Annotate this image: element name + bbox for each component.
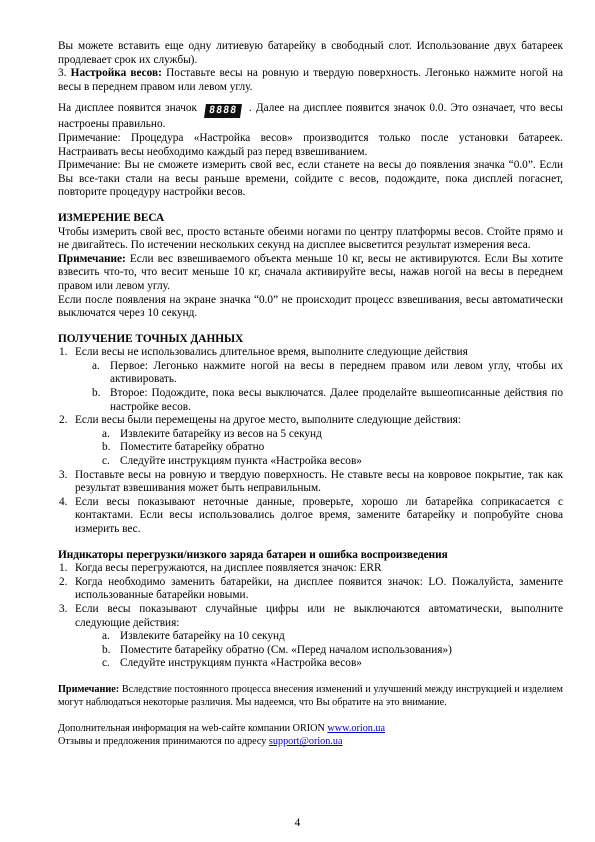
footer-note-paragraph (58, 683, 563, 710)
footer-note-text: Вследствие постоянного процесса внесения изменений и улучшений между инструкцией и изделием могут наблюдаться некоторые различия. Мы надеемся, что Вы обратите на это внимание. (58, 683, 563, 709)
list-item-number: 3. (59, 468, 68, 481)
accurate-heading: ПОЛУЧЕНИЕ ТОЧНЫХ ДАННЫХ (58, 332, 244, 345)
sub-item-text: Извлеките батарейку на 10 секунд (120, 630, 285, 643)
list-item-number: 3. (59, 602, 68, 615)
list-item-number: 1. (59, 562, 68, 575)
list-item-number: 2. (59, 414, 68, 427)
list-item-text: Когда необходимо заменить батарейки, на дисплее появится значок: LO. Пожалуйста, замените использованные батарейки новыми. (75, 575, 563, 602)
list-item (58, 346, 563, 414)
display-text-after: . Далее на дисплее появится значок 0.0. Это означает, что весы настроены правильно. (58, 102, 563, 131)
measure-paragraph: Чтобы измерить свой вес, просто встаньте обеими ногами по центру платформы весов. Стойте прямо и не двигайтесь. По истечении нескольких секунд на дисплее высветится результат измерения веса. (58, 225, 563, 252)
display-paragraph (58, 102, 563, 132)
sub-list (75, 360, 563, 414)
measure-auto-off-paragraph: Если после появления на экране значка “0.0” не происходит процесс взвешивания, весы автоматически выключатся через 10 секунд. (58, 293, 563, 320)
sub-list-item (85, 644, 563, 658)
note-setup-paragraph: Примечание: Процедура «Настройка весов» производится только после установки батареек. Настраивать весы необходимо каждый раз перед взвешиванием. (58, 131, 563, 158)
measure-note-text: Если вес взвешиваемого объекта меньше 10 кг, весы не активируются. Если Вы хотите взвесить что-то, что весит меньше 10 кг, сначала активируйте весы, нажав ногой на весы в переднем правом или левом углу. (58, 252, 563, 292)
list-item (58, 496, 563, 537)
sub-item-letter: a. (92, 359, 100, 372)
list-item-text: Если весы показывают случайные цифры или не выключаются автоматически, выполните следующие действия: (75, 602, 563, 629)
footer-feedback-text: Отзывы и предложения принимаются по адресу (58, 736, 267, 748)
sub-item-text: Следуйте инструкциям пункта «Настройка весов» (120, 455, 362, 468)
measure-note-label: Примечание: (58, 252, 126, 265)
sub-item-letter: a. (102, 630, 110, 643)
setup-heading: Настройка весов: (70, 67, 162, 80)
sub-item-letter: b. (102, 643, 111, 656)
measure-note-paragraph (58, 253, 563, 294)
list-item (58, 576, 563, 603)
sub-item-letter: b. (102, 441, 111, 454)
list-item-text: Если весы показывают неточные данные, проверьте, хорошо ли батарейка соприкасается с контактами. Если весы использовались долгое время, замените батарейку и попробуйте снова измерить вес. (75, 495, 563, 535)
sub-item-letter: a. (102, 427, 110, 440)
footer-info-line (58, 722, 563, 736)
list-item-text: Поставьте весы на ровную и твердую поверхность. Не ставьте весы на ковровое покрытие, так как результат взвешивания может быть неправильным. (75, 468, 563, 495)
list-item (58, 603, 563, 671)
setup-number: 3. (58, 67, 67, 80)
sub-list (75, 630, 563, 671)
sub-item-text: Извлеките батарейку из весов на 5 секунд (120, 427, 322, 440)
sub-list-item (75, 387, 563, 414)
sub-item-letter: c. (102, 455, 110, 468)
sub-list-item (85, 657, 563, 671)
sub-list (75, 428, 563, 469)
sub-item-text: Поместите батарейку обратно (120, 441, 265, 454)
sub-item-text: Поместите батарейку обратно (См. «Перед началом использования») (120, 643, 452, 656)
support-email-link[interactable]: support@orion.ua (268, 736, 343, 748)
sub-list-item (85, 455, 563, 469)
website-link[interactable]: www.orion.ua (327, 722, 386, 734)
intro-paragraph-battery: Вы можете вставить еще одну литиевую батарейку в свободный слот. Использование двух батареек продлевает срок их службы). (58, 40, 563, 66)
accurate-list (58, 346, 563, 536)
sub-list-item (85, 630, 563, 644)
display-text-before: На дисплее появится значок (58, 102, 198, 115)
footer-note-label: Примечание: (58, 683, 120, 695)
document-page (58, 40, 563, 749)
setup-text: Поставьте весы на ровную и твердую поверхность. Легонько нажмите ногой на весы в переднем правом или левом углу. (58, 67, 564, 93)
sub-list-item (85, 441, 563, 455)
sub-list-item (75, 360, 563, 387)
intro-setup-paragraph (58, 67, 563, 94)
list-item-number: 2. (59, 575, 68, 588)
list-item-text: Если весы были перемещены на другое место, выполните следующие действия: (75, 414, 461, 427)
list-item (58, 469, 563, 496)
list-item-text: Когда весы перегружаются, на дисплее появляется значок: ERR (75, 562, 382, 575)
note-early-step-paragraph: Примечание: Вы не сможете измерить свой вес, если станете на весы до появления значка “0.0”. Если Вы все-таки стали на весы раньше времени, сойдите с весов, подождите, пока дисплей погаснет, повторите процедуру настройки весов. (58, 159, 563, 199)
sub-item-text: Следуйте инструкциям пункта «Настройка весов» (120, 657, 362, 670)
footer-feedback-line (58, 735, 563, 749)
list-item (58, 414, 563, 468)
list-item (58, 562, 563, 576)
list-item-number: 4. (59, 495, 68, 508)
list-item-number: 1. (59, 346, 68, 359)
display-segment-icon: 8888 (204, 104, 242, 118)
measure-heading: ИЗМЕРЕНИЕ ВЕСА (58, 211, 165, 224)
sub-item-letter: c. (102, 657, 110, 670)
page-number: 4 (294, 817, 301, 829)
indicators-list (58, 562, 563, 671)
sub-list-item (85, 428, 563, 442)
sub-item-text: Второе: Подождите, пока весы выключатся. Далее проделайте вышеописанные действия по настройке весов. (110, 387, 563, 413)
list-item-text: Если весы не использовались длительное время, выполните следующие действия (75, 346, 468, 359)
sub-item-text: Первое: Легонько нажмите ногой на весы в переднем правом или левом углу, чтобы их активировать. (110, 359, 563, 386)
footer-info-text: Дополнительная информация на web-сайте компании ORION (58, 722, 325, 734)
sub-item-letter: b. (92, 387, 101, 400)
indicators-heading: Индикаторы перегрузки/низкого заряда батареи и ошибка воспроизведения (58, 548, 448, 561)
